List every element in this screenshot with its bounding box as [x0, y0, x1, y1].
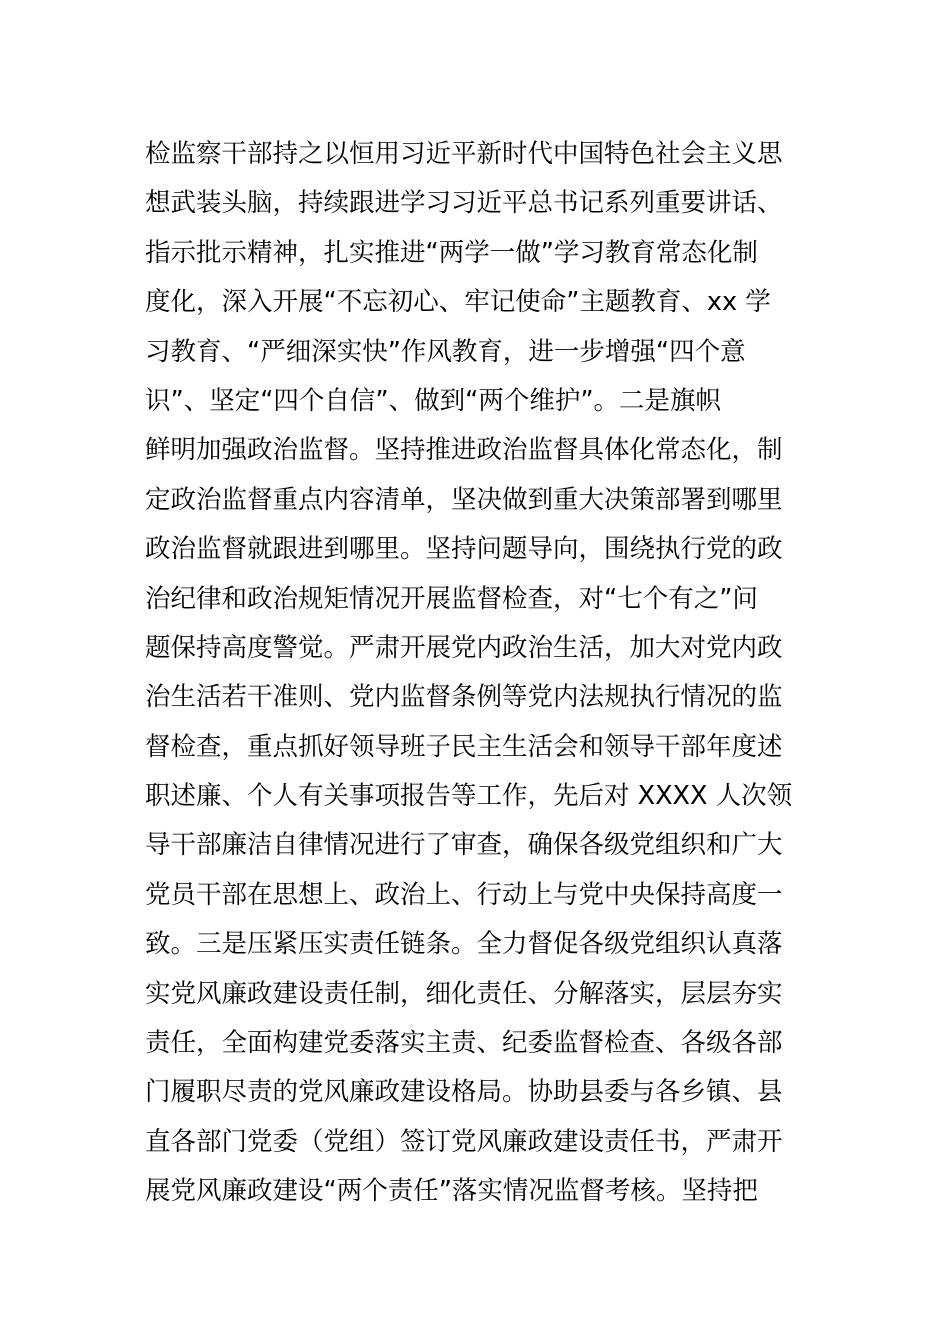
text-line: 门履职尽责的党风廉政建设格局。协助县委与各乡镇、县 [145, 1077, 783, 1108]
text-line: 展党风廉政建设“两个责任”落实情况监督考核。坚持把 [145, 1176, 758, 1207]
text-line: 鲜明加强政治监督。坚持推进政治监督具体化常态化，制 [145, 435, 783, 466]
text-line: 党员干部在思想上、政治上、行动上与党中央保持高度一 [145, 879, 783, 910]
body-paragraph [145, 130, 815, 1217]
text-line: 想武装头脑，持续跟进学习习近平总书记系列重要讲话、 [145, 188, 783, 219]
text-line: 定政治监督重点内容清单，坚决做到重大决策部署到哪里 [145, 484, 783, 515]
text-line: 习教育、“严细深实快”作风教育，进一步增强“四个意 [145, 336, 746, 367]
text-line: 度化，深入开展“不忘初心、牢记使命”主题教育、xx 学 [145, 287, 771, 318]
text-line: 检监察干部持之以恒用习近平新时代中国特色社会主义思 [145, 139, 783, 169]
text-line: 导干部廉洁自律情况进行了审查，确保各级党组织和广大 [145, 830, 783, 861]
text-line: 指示批示精神，扎实推进“两学一做”学习教育常态化制 [145, 237, 758, 268]
text-line: 实党风廉政建设责任制，细化责任、分解落实，层层夯实 [145, 978, 783, 1009]
text-line: 责任，全面构建党委落实主责、纪委监督检查、各级各部 [145, 1028, 783, 1059]
text-line: 督检查，重点抓好领导班子民主生活会和领导干部年度述 [145, 731, 783, 762]
text-line: 识”、坚定“四个自信”、做到“两个维护”。二是旗帜 [145, 385, 722, 416]
text-line: 致。三是压紧压实责任链条。全力督促各级党组织认真落 [145, 929, 783, 960]
text-line: 治生活若干准则、党内监督条例等党内法规执行情况的监 [145, 682, 783, 713]
text-line: 题保持高度警觉。严肃开展党内政治生活，加大对党内政 [145, 632, 783, 663]
text-line: 直各部门党委（党组）签订党风廉政建设责任书，严肃开 [145, 1126, 783, 1157]
text-line: 治纪律和政治规矩情况开展监督检查，对“七个有之”问 [145, 583, 758, 614]
text-line: 职述廉、个人有关事项报告等工作，先后对 XXXX 人次领 [145, 781, 793, 812]
text-line: 政治监督就跟进到哪里。坚持问题导向，围绕执行党的政 [145, 534, 783, 565]
